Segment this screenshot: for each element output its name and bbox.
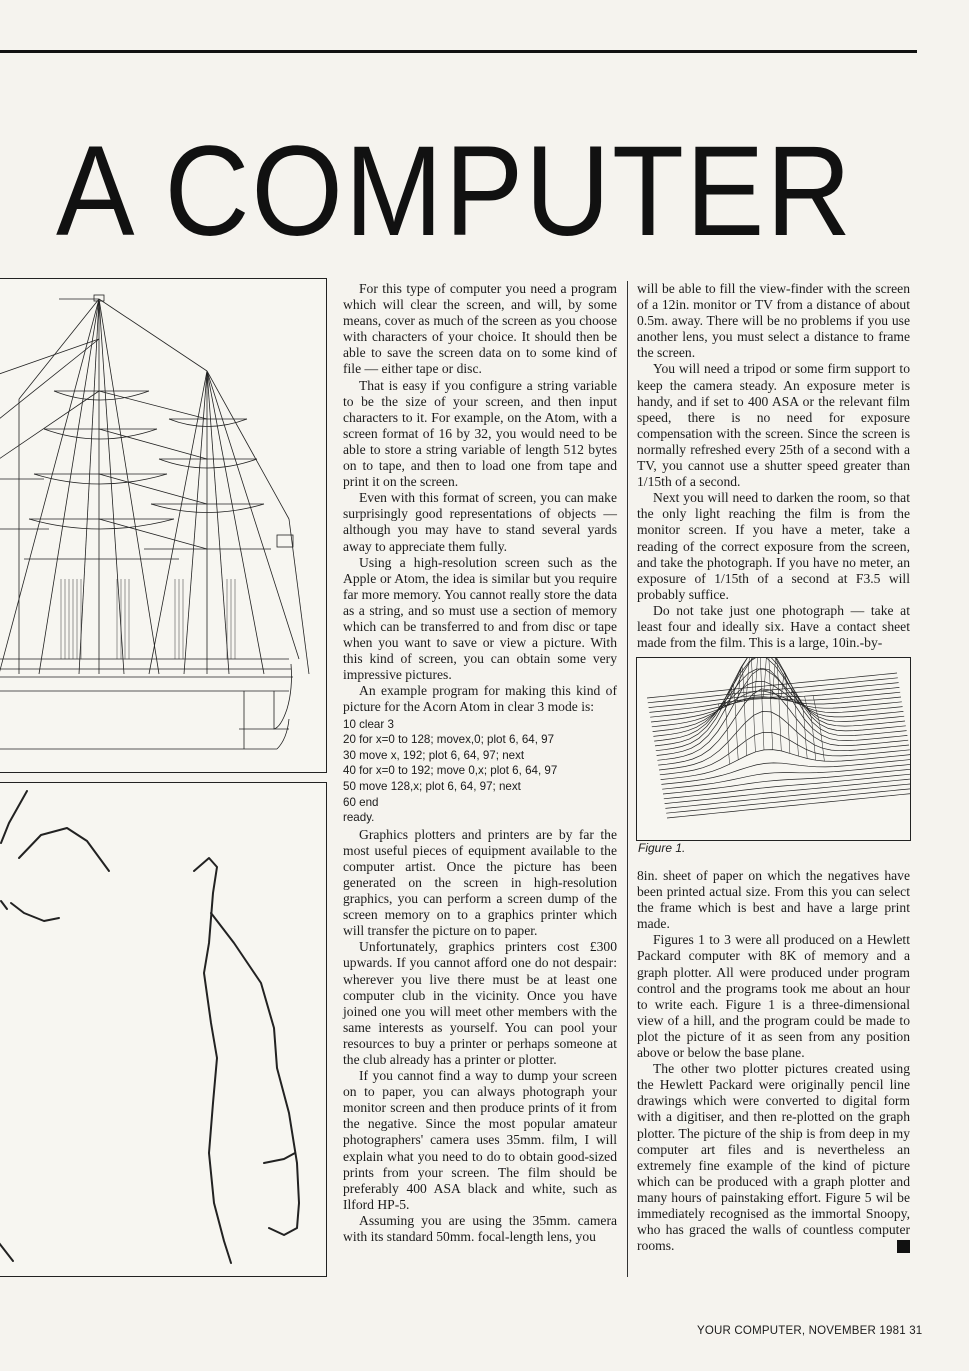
- hill-contour-line: [666, 788, 911, 813]
- ship-plot-drawing: [0, 279, 327, 773]
- col2-continuation: will be able to fill the view-finder with the screen of a 12in. monitor or TV from a distance of about 0.5m. away. There will be no problems if you use another lens, you must select a distance to frame the screen.: [637, 281, 910, 361]
- figure-1-caption: Figure 1.: [638, 841, 686, 855]
- code-line: 30 move x, 192; plot 6, 64, 97; next: [343, 748, 525, 762]
- top-rule: [0, 50, 917, 53]
- hill-contour-line: [650, 692, 900, 717]
- hill-contour-line: [664, 774, 911, 799]
- col2-continuation-2: 8in. sheet of paper on which the negatives have been printed actual size. From this you can select the frame which is best and have a large print made.: [637, 868, 910, 932]
- hill-contour-line: [652, 691, 902, 727]
- page-footer: YOUR COMPUTER, NOVEMBER 1981 31: [697, 1325, 923, 1337]
- col2-para-4: Figures 1 to 3 were all produced on a Hewlett Packard computer with 8K of memory and a graph plotter. All were produced under program control and the programs took me about an hour to write each. Figure 1 is a three-dimensional view of a hill, and the program could be made to plot the picture of it as seen from any position above or below the base plane.: [637, 932, 910, 1061]
- hill-grid-line: [787, 688, 798, 756]
- hill-contour-line: [661, 750, 911, 780]
- code-line: 40 for x=0 to 192; move 0,x; plot 6, 64, 97: [343, 764, 558, 778]
- col1-para-2: That is easy if you configure a string variable to be the size of your screen, and then input characters to it. For example, on the Atom, with a screen format of 16 by 32, you would need to be able to store a string variable of length 512 bytes on to tape, and then to load one from tape and print it on the screen.: [343, 377, 617, 490]
- hill-contour-line: [665, 779, 911, 804]
- hill-contour-line: [649, 683, 899, 708]
- col2-para-5-text: The other two plotter pictures created using the Hewlett Packard were originally pencil line drawings which were converted to digital form with a digitiser, and then re-plotted on the graph plotter. The picture of the ship is from deep in my computer art files and is nevertheless an extremely fine example of the kind of picture which can be produced with a graph plotter and many hours of painstaking effort. Figure 5 wil be immediately recognised as the immortal Snoopy, who has graced the walls of countless computer rooms.: [637, 1061, 910, 1254]
- col1-para-4: Using a high-resolution screen such as the Apple or Atom, the idea is similar but you require far more memory. You cannot really store the data as a string, and so must use a section of memory which can be transferred to and from disc or tape when you want to save or view a picture. With this kind of screen, you can obtain some very impressive pictures.: [343, 554, 617, 683]
- col1-para-9: Assuming you are using the 35mm. camera with its standard 50mm. focal-length lens, you: [343, 1212, 617, 1245]
- col1-para-5: An example program for making this kind of picture for the Acorn Atom in clear 3 mode is:: [343, 683, 617, 715]
- column-1: [343, 281, 617, 1245]
- hill-contour-line: [653, 681, 903, 731]
- hill-contour-line: [651, 697, 901, 722]
- column-2: [637, 281, 910, 651]
- col2-para-1: You will need a tripod or some firm support to keep the camera steady. An exposure meter is handy, and if set to 400 ASA or the relevant film speed, there is no need for exposure compensation with the screen. Since the screen is normally refreshed every 25th of a second with a TV, you cannot use a shutter speed greater than 1/15th of a second.: [637, 361, 910, 490]
- hill-contour-line: [659, 711, 909, 770]
- figure-1-hill-plot: [636, 657, 911, 841]
- snoopy-drawing-figure: [0, 782, 327, 1277]
- hill-contour-line: [649, 687, 899, 712]
- hill-contour-line: [665, 783, 911, 808]
- code-line: 60 end: [343, 795, 379, 809]
- snoopy-plot-drawing: [0, 783, 327, 1277]
- col2-para-3: Do not take just one photograph — take at least four and ideally six. Have a contact sheet made from the film. This is a large, 10in.-by-: [637, 602, 910, 651]
- col1-para-3: Even with this format of screen, you can make surprisingly good representations of objects — although you may have to stand several yards away to appreciate them fully.: [343, 490, 617, 554]
- col2-para-2: Next you will need to darken the room, so that the only light reaching the film is from the monitor screen. If you have a meter, take a reading of the correct exposure from the screen, and take the photograph. If you have no meter, an exposure of 1/15th of a second at F3.5 will probably suffice.: [637, 490, 910, 602]
- col1-para-8: If you cannot find a way to dump your screen on to paper, you can always photograph your monitor screen and then produce prints of it from the negative. Since the most popular amateur photographers' camera uses 35mm. film, I will explain what you need to do to obtain good-sized prints from your screen. The film should be preferably 400 ASA black and white, such as Ilford HP-5.: [343, 1068, 617, 1212]
- page-headline: A COMPUTER: [56, 120, 854, 263]
- program-listing: [343, 717, 617, 826]
- col1-para-6: Graphics plotters and printers are by far the most useful pieces of equipment available to the computer artist. Once the picture has been generated on the screen in high-resolution graphics, you can perform a screen dump of the screen memory on to a graphics printer which will transfer the picture on to paper.: [343, 826, 617, 939]
- column-2-lower: [637, 868, 910, 1254]
- ship-drawing-figure: [0, 278, 327, 773]
- col2-para-5: [637, 1061, 910, 1254]
- code-line: ready.: [343, 811, 375, 825]
- code-line: 50 move 128,x; plot 6, 64, 97; next: [343, 779, 521, 793]
- col1-para-1: For this type of computer you need a program which will clear the screen, and will, by some means, cover as much of the screen as you choose with characters of your choice. It should then be able to save the screen data on to some kind of file — either tape or disc.: [343, 281, 617, 377]
- end-of-article-mark: [897, 1240, 910, 1253]
- code-line: 20 for x=0 to 128; movex,0; plot 6, 64, 97: [343, 733, 555, 747]
- column-divider: [627, 281, 628, 1277]
- col1-para-7: Unfortunately, graphics printers cost £300 upwards. If you cannot afford one do not despair: wherever you live there must be at least one computer club in the vicinity. Once you have joined one you will meet other members with the same interests as yourself. You can pool your resources to buy a printer or perhaps someone at the club already has a printer or plotter.: [343, 939, 617, 1067]
- hill-wireframe: [637, 658, 911, 841]
- hill-contour-line: [661, 759, 911, 784]
- hill-contour-line: [667, 793, 911, 818]
- code-line: 10 clear 3: [343, 717, 394, 731]
